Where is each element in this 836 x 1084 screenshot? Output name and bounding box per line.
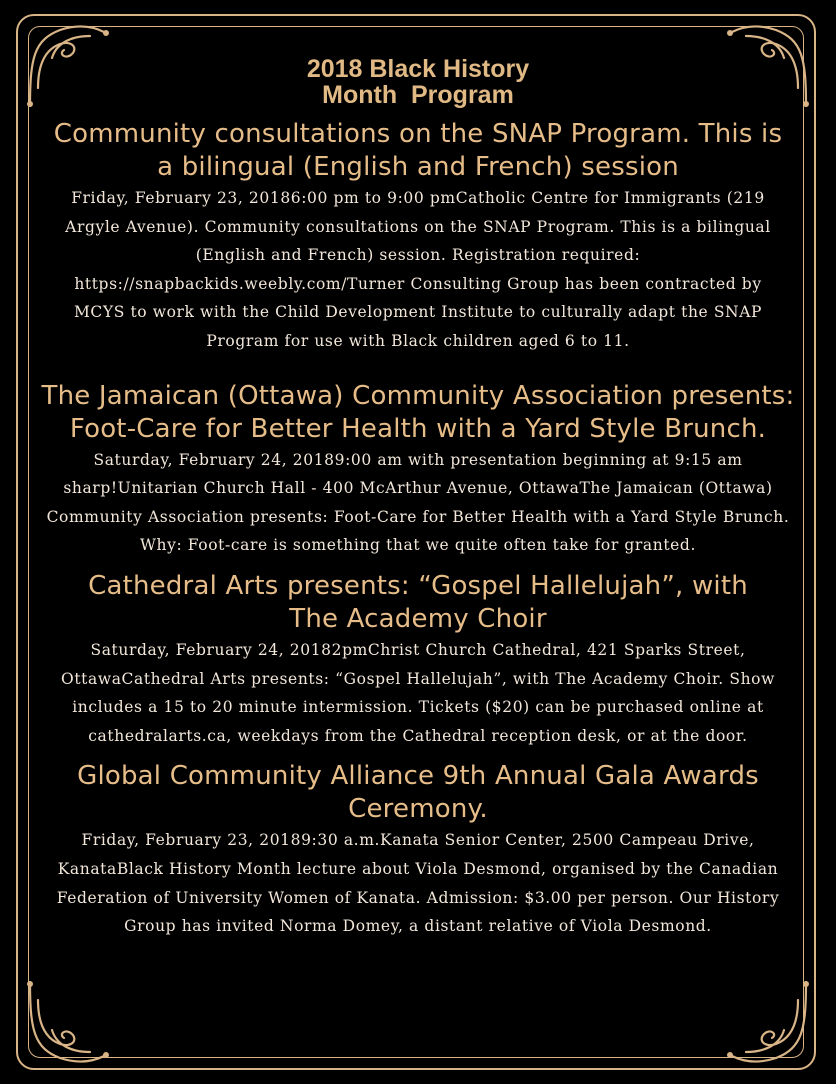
event-item [40,380,796,560]
event-description: Saturday, February 24, 20189:00 am with presentation beginning at 9:15 am sharp!Unitarian Church Hall - 400 McArthur Avenue, OttawaThe Jamaican (Ottawa) Community Association presents: Foot-Care for Better Health with a Yard Style Brunch. Why: Foot-care is something that we quite often take for granted. [46,450,790,555]
corner-flourish-icon [20,980,110,1070]
page-title-line-2: Month Program [322,81,514,109]
event-description: Friday, February 23, 20189:30 a.m.Kanata Senior Center, 2500 Campeau Drive, KanataBlack History Month lecture about Viola Desmond, organised by the Canadian Federation of University Women of Kanata. Admission: $3.00 per person. Our History Group has invited Norma Domey, a distant relative of Viola Desmond. [56,831,780,936]
event-description: Saturday, February 24, 20182pmChrist Church Cathedral, 421 Sparks Street, OttawaCathedral Arts presents: “Gospel Hallelujah”, with The Academy Choir. Show includes a 15 to 20 minute intermission. Tickets ($20) can be purchased online at cathedralarts.ca, weekdays from the Cathedral reception desk, or at the door. [61,640,775,745]
page-title-line-1: 2018 Black History [306,55,530,83]
event-description: Friday, February 23, 20186:00 pm to 9:00 pmCatholic Centre for Immigrants (219 Argyle Avenue). Community consultations on the SNAP Program. This is a bilingual (English and French) session. Registration required: https://snapbackids.weebly.com/Turner Consulting Group has been contracted by MCYS to work with the Child Development Institute to culturally adapt the SNAP Program for use with Black children aged 6 to 11. [65,189,771,350]
event-title: Global Community Alliance 9th Annual Gala Awards Ceremony. [77,761,759,825]
event-item [40,570,796,750]
event-title: Cathedral Arts presents: “Gospel Hallelujah”, with The Academy Choir [88,570,748,634]
event-title: The Jamaican (Ottawa) Community Association presents: Foot-Care for Better Health with a Yard Style Brunch. [41,380,795,444]
event-item [40,118,796,356]
program-content [40,56,796,941]
page-title [40,56,796,108]
event-title: Community consultations on the SNAP Program. This is a bilingual (English and French) session [53,119,783,182]
corner-flourish-icon [726,980,816,1070]
event-item [40,760,796,940]
